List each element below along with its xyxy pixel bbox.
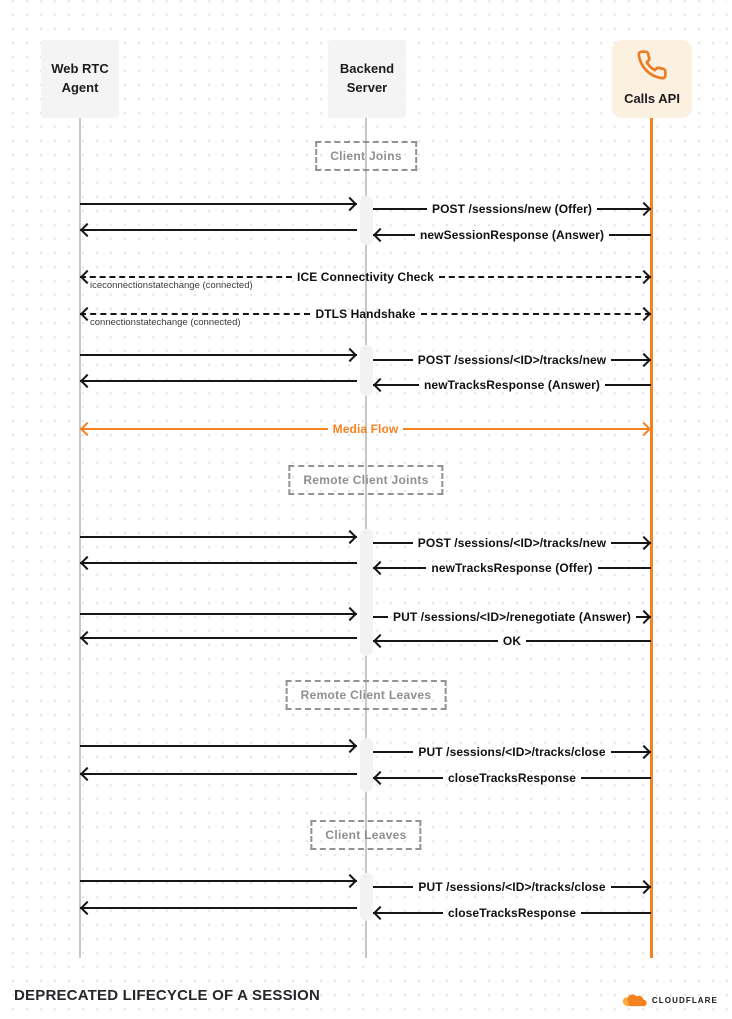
- arrowhead-icon: [80, 374, 94, 388]
- arrowhead-icon: [343, 197, 357, 211]
- phone-icon: [636, 49, 668, 81]
- arrowhead-icon: [637, 880, 651, 894]
- phase-remote-client-leaves: Remote Client Leaves: [286, 680, 447, 710]
- message-line: [80, 536, 357, 538]
- message-17: [373, 629, 651, 653]
- message-label: Media Flow: [332, 422, 399, 436]
- arrowhead-icon: [80, 556, 94, 570]
- actor-label: Backend: [339, 61, 395, 77]
- arrowhead-icon: [637, 745, 651, 759]
- message-23: [80, 869, 357, 893]
- actor-label: Web RTC: [51, 61, 109, 77]
- message-16: [373, 605, 651, 629]
- message-13: [373, 556, 651, 580]
- message-label: POST /sessions/new (Offer): [432, 202, 592, 216]
- message-1: [373, 197, 651, 221]
- message-8: [373, 373, 651, 397]
- arrowhead-icon: [343, 739, 357, 753]
- arrowhead-icon: [80, 901, 94, 915]
- activation-bar: [360, 196, 373, 245]
- message-line: [373, 886, 413, 888]
- arrowhead-icon: [343, 607, 357, 621]
- message-label: newSessionResponse (Answer): [419, 228, 605, 242]
- event-callback-label: iceconnectionstatechange (connected): [90, 280, 253, 291]
- message-18: [80, 626, 357, 650]
- message-line: [80, 354, 357, 356]
- actor-label: Calls API: [624, 91, 680, 107]
- message-15: [80, 602, 357, 626]
- message-label: newTracksResponse (Answer): [424, 378, 600, 392]
- message-14: [80, 551, 357, 575]
- message-line: [421, 313, 651, 315]
- actor-calls-api: [612, 40, 692, 118]
- message-4: [80, 265, 651, 289]
- activation-bar: [360, 873, 373, 921]
- message-line: [598, 567, 651, 569]
- message-6: [80, 343, 357, 367]
- cloudflare-logo: [620, 991, 718, 1009]
- message-label: OK: [502, 634, 522, 648]
- arrowhead-icon: [80, 223, 94, 237]
- cloudflare-wordmark: CLOUDFLARE: [651, 995, 718, 1005]
- message-line: [80, 276, 292, 278]
- message-label: newTracksResponse (Offer): [431, 561, 593, 575]
- message-5: [80, 302, 651, 326]
- message-line: [439, 276, 651, 278]
- actor-label: Server: [346, 80, 388, 95]
- arrowhead-icon: [637, 202, 651, 216]
- arrowhead-icon: [80, 631, 94, 645]
- cloudflare-cloud-icon: [620, 991, 648, 1009]
- actor-webrtc-agent: [41, 40, 119, 118]
- message-line: [80, 380, 357, 382]
- message-line: [373, 616, 388, 618]
- message-label: POST /sessions/<ID>/tracks/new: [417, 536, 607, 550]
- message-22: [80, 762, 357, 786]
- message-label: closeTracksResponse: [448, 771, 576, 785]
- arrowhead-icon: [637, 422, 651, 436]
- arrowhead-icon: [80, 422, 94, 436]
- message-line: [80, 907, 357, 909]
- message-line: [80, 229, 357, 231]
- event-callback-label: connectionstatechange (connected): [90, 317, 241, 328]
- message-label: closeTracksResponse: [448, 906, 576, 920]
- message-9: [80, 369, 357, 393]
- message-26: [80, 896, 357, 920]
- arrowhead-icon: [637, 353, 651, 367]
- message-line: [581, 912, 651, 914]
- arrowhead-icon: [373, 634, 387, 648]
- message-2: [373, 223, 651, 247]
- activation-bar: [360, 345, 373, 396]
- message-line: [373, 640, 498, 642]
- message-line: [403, 428, 651, 430]
- message-line: [80, 313, 310, 315]
- message-label: DTLS Handshake: [315, 307, 416, 321]
- arrowhead-icon: [80, 767, 94, 781]
- activation-bar: [360, 738, 373, 792]
- message-11: [80, 525, 357, 549]
- message-line: [581, 777, 651, 779]
- message-label: POST /sessions/<ID>/tracks/new: [417, 353, 607, 367]
- message-3: [80, 218, 357, 242]
- phase-client-joins: Client Joins: [315, 141, 417, 171]
- message-10: [80, 417, 651, 441]
- message-line: [80, 613, 357, 615]
- phase-client-leaves: Client Leaves: [310, 820, 421, 850]
- message-line: [526, 640, 651, 642]
- message-20: [373, 740, 651, 764]
- arrowhead-icon: [373, 771, 387, 785]
- message-24: [373, 875, 651, 899]
- arrowhead-icon: [637, 536, 651, 550]
- message-line: [80, 203, 357, 205]
- arrowhead-icon: [373, 906, 387, 920]
- message-line: [80, 562, 357, 564]
- message-line: [373, 208, 427, 210]
- message-line: [605, 384, 651, 386]
- message-19: [80, 734, 357, 758]
- page-title: DEPRECATED LIFECYCLE OF A SESSION: [14, 987, 321, 1004]
- arrowhead-icon: [637, 610, 651, 624]
- message-0: [80, 192, 357, 216]
- activation-bar: [360, 529, 373, 656]
- message-line: [80, 880, 357, 882]
- arrowhead-icon: [373, 561, 387, 575]
- message-line: [373, 359, 413, 361]
- message-21: [373, 766, 651, 790]
- message-line: [80, 637, 357, 639]
- message-label: PUT /sessions/<ID>/tracks/close: [418, 745, 606, 759]
- message-7: [373, 348, 651, 372]
- phase-remote-client-joints: Remote Client Joints: [288, 465, 443, 495]
- message-line: [609, 234, 651, 236]
- arrowhead-icon: [637, 270, 651, 284]
- message-line: [80, 428, 328, 430]
- message-label: PUT /sessions/<ID>/tracks/close: [418, 880, 606, 894]
- message-line: [80, 773, 357, 775]
- message-label: ICE Connectivity Check: [297, 270, 434, 284]
- arrowhead-icon: [343, 530, 357, 544]
- message-label: PUT /sessions/<ID>/renegotiate (Answer): [393, 610, 631, 624]
- arrowhead-icon: [343, 874, 357, 888]
- message-line: [80, 745, 357, 747]
- message-12: [373, 531, 651, 555]
- actor-backend-server: [328, 40, 406, 118]
- arrowhead-icon: [373, 378, 387, 392]
- message-25: [373, 901, 651, 925]
- actor-label: Agent: [61, 80, 99, 95]
- message-line: [373, 751, 413, 753]
- arrowhead-icon: [637, 307, 651, 321]
- arrowhead-icon: [373, 228, 387, 242]
- arrowhead-icon: [343, 348, 357, 362]
- message-line: [373, 542, 413, 544]
